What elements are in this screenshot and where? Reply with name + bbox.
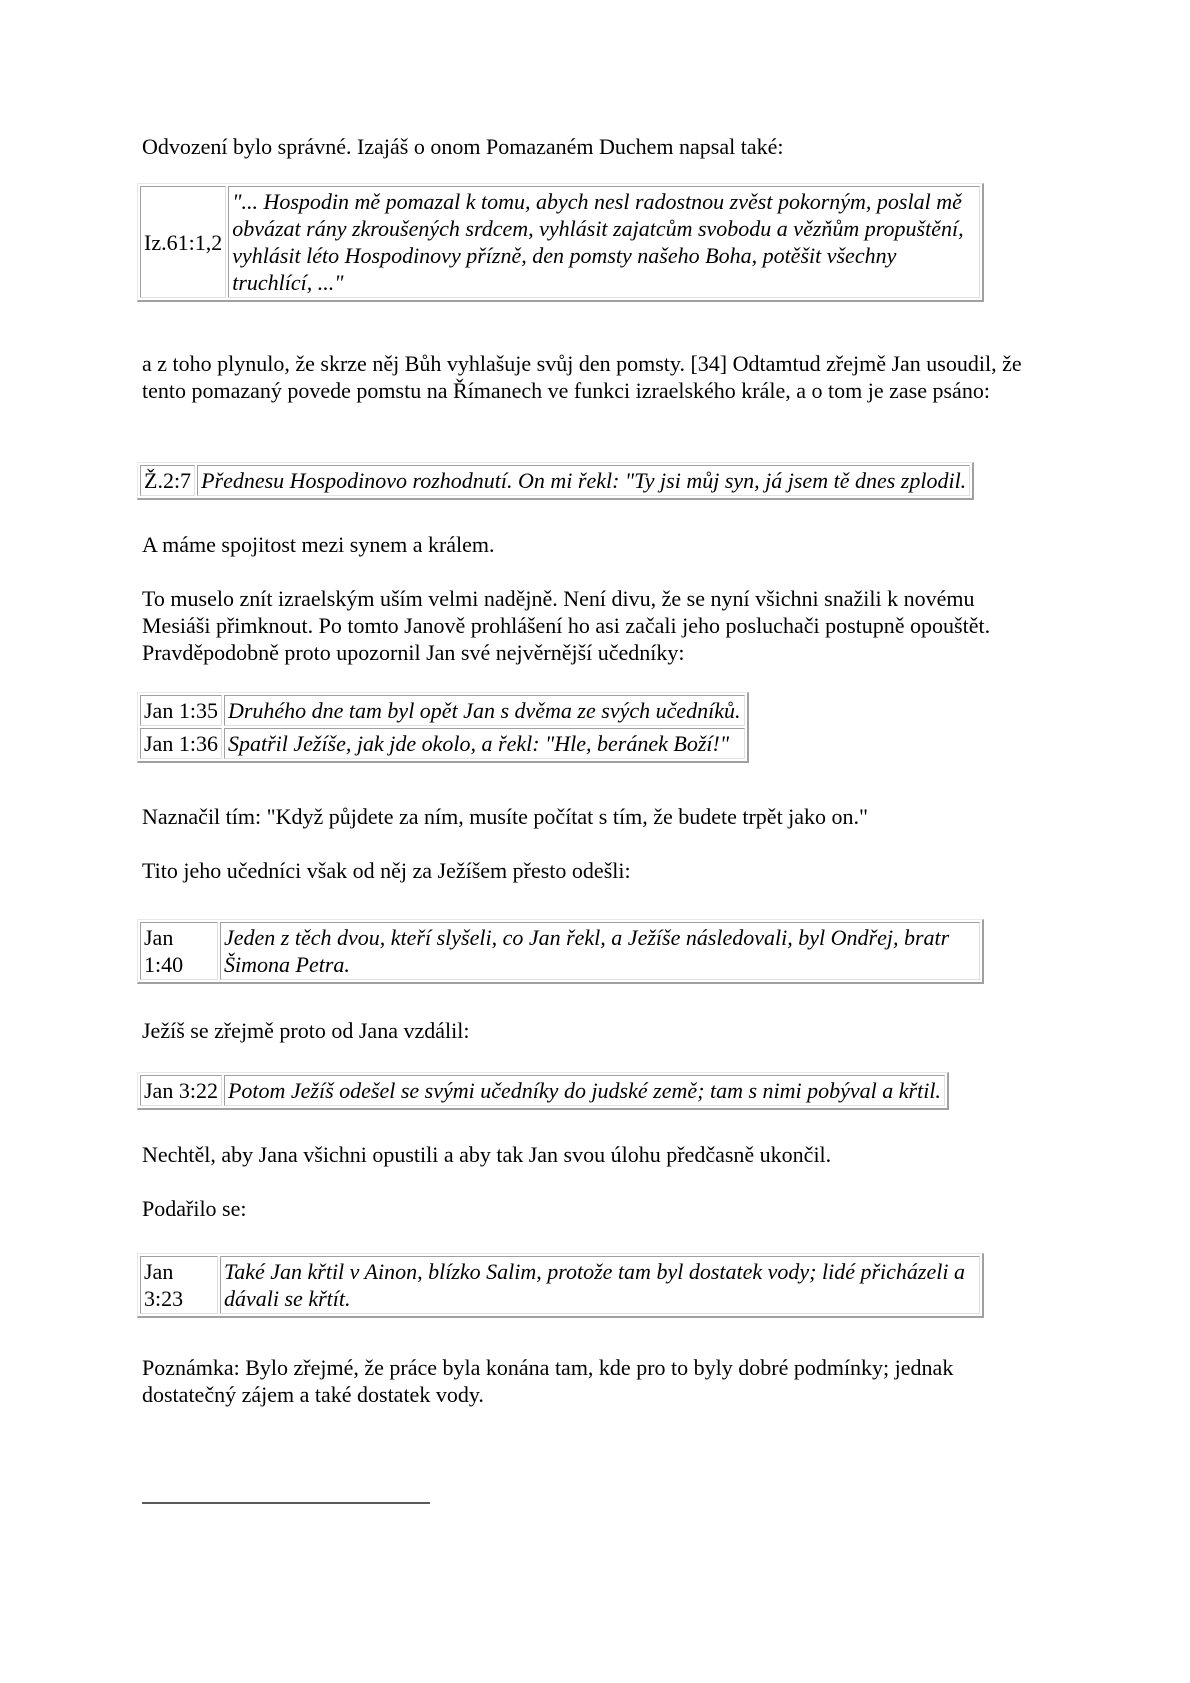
verse-reference: Jan 1:40: [140, 922, 218, 980]
verse-reference: Ž.2:7: [140, 465, 195, 496]
paragraph-mesias: To muselo znít izraelským uším velmi nadějně. Není divu, že se nyní všichni snažili k novému Mesiáši přimknout. Po tomto Janově prohlášení ho asi začali jeho posluchači postupně opouštět. Pravděpodobně proto upozornil Jan své nejvěrnější učedníky:: [142, 586, 991, 665]
verse-text: Druhého dne tam byl opět Jan s dvěma ze svých učedníků.: [224, 695, 745, 726]
paragraph-podarilo: Podařilo se:: [142, 1196, 247, 1221]
verse-reference: Iz.61:1,2: [140, 186, 226, 298]
quote-row: [140, 465, 970, 496]
quote-table-jan-3-23: [137, 1253, 984, 1318]
quote-row: [140, 728, 745, 759]
paragraph-vzdalil: Ježíš se zřejmě proto od Jana vzdálil:: [142, 1018, 470, 1043]
verse-reference: Jan 1:36: [140, 728, 222, 759]
verse-text: Přednesu Hospodinovo rozhodnutí. On mi řekl: "Ty jsi můj syn, já jsem tě dnes zplodil.: [197, 465, 970, 496]
quote-row: [140, 186, 980, 298]
quote-table-jan-1-35-36: [137, 692, 749, 763]
quote-row: [140, 695, 745, 726]
quote-table-jan-1-40: [137, 919, 984, 984]
paragraph-naznacil: Naznačil tím: "Když půjdete za ním, musíte počítat s tím, že budete trpět jako on.": [142, 804, 869, 829]
paragraph-nechtel: Nechtěl, aby Jana všichni opustili a aby tak Jan svou úlohu předčasně ukončil.: [142, 1142, 832, 1167]
verse-text: Jeden z těch dvou, kteří slyšeli, co Jan řekl, a Ježíše následovali, byl Ondřej, bratr Šimona Petra.: [220, 922, 980, 980]
paragraph-poznamka: Poznámka: Bylo zřejmé, že práce byla konána tam, kde pro to byly dobré podmínky; jednak dostatečný zájem a také dostatek vody.: [142, 1355, 954, 1407]
verse-text: Spatřil Ježíše, jak jde okolo, a řekl: "Hle, beránek Boží!": [224, 728, 745, 759]
footnote-separator: [142, 1502, 430, 1504]
paragraph-pomsta: a z toho plynulo, že skrze něj Bůh vyhlašuje svůj den pomsty. [34] Odtamtud zřejmě Jan usoudil, že tento pomazaný povede pomstu na Římanech ve funkci izraelského krále, a o tom je zase psáno:: [142, 351, 1022, 403]
verse-text: Také Jan křtil v Ainon, blízko Salim, protože tam byl dostatek vody; lidé přicházeli a dávali se křtít.: [220, 1256, 980, 1314]
quote-row: [140, 1075, 945, 1106]
quote-row: [140, 1256, 980, 1314]
paragraph-tito: Tito jeho učedníci však od něj za Ježíšem přesto odešli:: [142, 858, 631, 883]
verse-reference: Jan 1:35: [140, 695, 222, 726]
verse-reference: Jan 3:23: [140, 1256, 218, 1314]
paragraph-intro: Odvození bylo správné. Izajáš o onom Pomazaném Duchem napsal také:: [142, 134, 784, 159]
verse-reference: Jan 3:22: [140, 1075, 222, 1106]
verse-text: Potom Ježíš odešel se svými učedníky do judské země; tam s nimi pobýval a křtil.: [224, 1075, 945, 1106]
quote-table-iz: [137, 183, 984, 302]
paragraph-spojitost: A máme spojitost mezi synem a králem.: [142, 532, 495, 557]
verse-text: "... Hospodin mě pomazal k tomu, abych nesl radostnou zvěst pokorným, poslal mě obvázat rány zkroušených srdcem, vyhlásit zajatcům svobodu a vězňům propuštění, vyhlásit léto Hospodinovy přízně, den pomsty našeho Boha, potěšit všechny truchlící, ...": [228, 186, 980, 298]
quote-row: [140, 922, 980, 980]
quote-table-jan-3-22: [137, 1072, 949, 1110]
quote-table-zalm: [137, 462, 974, 500]
